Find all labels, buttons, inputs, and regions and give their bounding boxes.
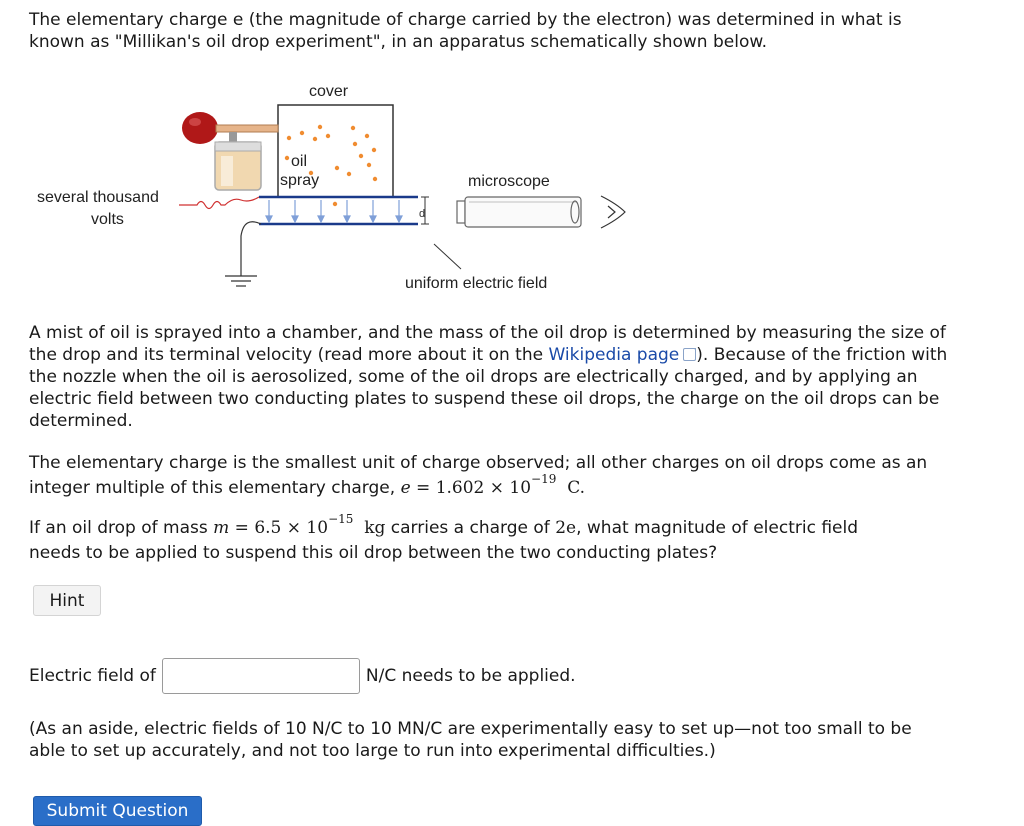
millikan-apparatus-diagram	[29, 76, 649, 306]
electric-field-input[interactable]	[162, 658, 360, 694]
intro-line-2: known as "Millikan's oil drop experiment", in an apparatus schematically shown below.	[29, 32, 768, 52]
submit-question-button[interactable]: Submit Question	[33, 796, 202, 826]
microscope-label: microscope	[468, 173, 550, 190]
eye-icon	[601, 196, 625, 228]
external-link-icon	[683, 348, 696, 361]
question-line-2: needs to be applied to suspend this oil drop between the two conducting plates?	[29, 543, 718, 563]
microscope	[457, 197, 581, 227]
voltage-wire	[179, 197, 259, 209]
charge-value: 2e	[555, 518, 577, 538]
voltage-label-line-2: volts	[91, 211, 124, 228]
oil-label: oil	[291, 153, 308, 170]
ground-wire	[241, 222, 261, 276]
elementary-charge-value: $e = 1.602 \times 10^{-19}$ C.	[400, 472, 585, 498]
intro-paragraph	[29, 9, 949, 53]
spray-label: spray	[280, 172, 320, 189]
aside-paragraph: (As an aside, electric fields of 10 N/C to 10 MN/C are experimentally easy to set up—not too small to be able to set up accurately, and not too large to run into experimental difficulties.)	[29, 719, 912, 761]
gap-label: d	[419, 208, 426, 220]
intro-line-1: The elementary charge e (the magnitude of charge carried by the electron) was determined in what is	[29, 10, 902, 30]
hint-button[interactable]: Hint	[33, 585, 101, 616]
answer-unit-text: N/C needs to be applied.	[365, 666, 576, 686]
cover-label: cover	[309, 83, 349, 100]
atomizer-nozzle	[216, 125, 278, 132]
atomizer-bulb	[182, 112, 218, 144]
elementary-charge-line-1: The elementary charge is the smallest unit of charge observed; all other charges on oil drops come as an	[29, 453, 928, 473]
ground-symbol-icon	[225, 276, 257, 286]
elementary-charge-paragraph: The elementary charge is the smallest unit of charge observed; all other charges on oil drops come as an integer multiple of this elementary charge, $e = 1.602 \times 10^{-19}$ C.	[29, 453, 928, 498]
field-label: uniform electric field	[405, 275, 548, 292]
wikipedia-link[interactable]: Wikipedia page	[549, 345, 697, 365]
mass-value: $m = 6.5 \times 10^{-15}$ kg	[213, 512, 386, 538]
answer-row	[29, 657, 576, 695]
voltage-label-line-1: several thousand	[37, 189, 159, 206]
description-paragraph: A mist of oil is sprayed into a chamber, and the mass of the oil drop is determined by measuring the size of the drop and its terminal velocity (read more about it on the Wikipedia page ). Because of the friction with the nozzle when the oil is aerosolized, some of the oil drops are electrically charged, and by applying an electric field between two conducting plates to suspend these oil drops, the charge on the oil drops can be determined.	[29, 323, 948, 431]
answer-label: Electric field of	[29, 666, 156, 686]
question-paragraph: If an oil drop of mass $m = 6.5 \times 10^{-15}$ kg carries a charge of 2e, what magnitude of electric field needs to be applied to suspend this oil drop between the two conducting plates?	[29, 512, 858, 563]
